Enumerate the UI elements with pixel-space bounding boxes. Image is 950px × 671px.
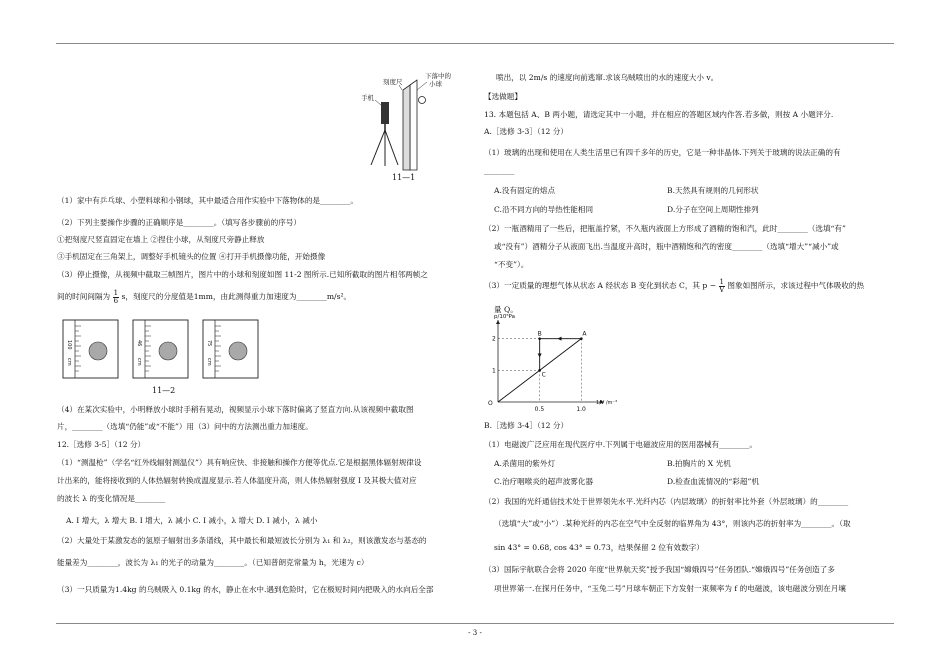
q12-part1-c: 的波长 λ 的变化情况是________ <box>57 494 166 503</box>
q13a-part2-c: “不变”）。 <box>494 260 529 269</box>
label-ruler: 刻度尺 <box>383 78 403 86</box>
q12-part1-options: A. I 增大，λ 增大 B. I 增大，λ 减小 C. I 减小，λ 增大 D. I 减小，λ 减小 <box>66 516 318 525</box>
q12-part1-a: （1）“测温枪”（学名“红外线辐射测温仪”）具有响应快、非接触和操作方便等优点.它是根据黑体辐射规律设 <box>57 458 422 467</box>
page-number: - 3 - <box>468 629 482 637</box>
point-a <box>580 337 583 340</box>
q12-part3-cont: 喷出，以 2m/s 的速度向前逃窜.求该乌贼喷出的水的速度大小 v。 <box>496 73 719 82</box>
point-b <box>538 337 541 340</box>
point-c <box>538 369 541 372</box>
frame-3-tick: 75 <box>206 340 212 347</box>
top-rule <box>56 43 894 44</box>
figure-11-2-caption: 11—2 <box>152 386 176 395</box>
q11-part2: （2）下列主要操作步骤的正确顺序是________。（填写各步骤前的序号） <box>57 218 302 227</box>
figure-11-1 <box>355 70 465 170</box>
frame-2-unit: cm <box>136 358 142 366</box>
q13b-option-d: D.检查血流情况的“彩超”机 <box>667 477 759 486</box>
frame-3-unit: cm <box>206 358 212 366</box>
label-phone: 手机 <box>361 94 374 102</box>
ball-icon <box>159 342 177 360</box>
fraction-one-sixth: $\frac{1}{6}$ <box>113 288 119 305</box>
frame-2-tick: 46 <box>136 340 142 347</box>
label-ball: 下落中的 <box>425 72 451 80</box>
q13a-part1: （1）玻璃的出现和使用在人类生活里已有四千多年的历史，它是一种非晶体.下列关于玻璃的说法正确的有 <box>484 148 841 157</box>
origin-label: O <box>488 400 493 407</box>
y-tick-1: 1 <box>492 367 496 375</box>
p-v-graph <box>486 314 618 414</box>
q13b-option-c: C.治疗咽喉炎的超声波雾化器 <box>494 477 594 486</box>
q13b-part3-b: 项世界第一.在探月任务中，“玉兔二号”月球车朝正下方发射一束频率为 f 的电磁波，该电磁波分别在月壤 <box>494 584 846 593</box>
q13b-part2-a: （2）我国的光纤通信技术处于世界领先水平.光纤内芯（内层玻璃）的折射率比外套（外层玻璃）的________ <box>484 497 849 506</box>
q13a-part3-c: 量 Q。 <box>494 305 518 314</box>
figure-11-2 <box>60 318 270 383</box>
frame-1-unit: cm <box>66 358 72 366</box>
q11-part4: （4）在某次实验中，小明释放小球时手稍有晃动，视频显示小球下落时偏离了竖直方向.从该视频中截取图 <box>57 405 414 414</box>
q13a-part3-rest: 图象如图所示，求该过程中气体吸收的热 <box>727 281 865 290</box>
q13-intro: 13. 本题包括 A、B 两小题，请选定其中一小题，并在相应的答题区域内作答.若多做，则按 A 小题评分. <box>484 110 834 119</box>
label-ball-2: 小球 <box>429 80 442 88</box>
q11-part3-cont <box>57 288 351 306</box>
frame-1 <box>63 320 118 378</box>
q12-part1-b: 计出来的，能将接收到的人体热辐射转换成温度显示.若人体温度升高，则人体热辐射强度 I 及其极大值对应 <box>57 476 417 485</box>
x-tick-05: 0.5 <box>534 406 545 413</box>
label-point-b: B <box>537 330 542 338</box>
y-axis-label: p/10⁵Pa <box>494 314 515 320</box>
q11-part4-cont: 片，________（选填“仍能”或“不能”）用（3）问中的方法测出重力加速度。 <box>57 422 313 431</box>
fraction-one-over-v: $\frac{1}{V}$ <box>719 277 725 294</box>
q13b-part3-a: （3）国际宇航联合会将 2020 年度“世界航天奖”授予我国“嫦娥四号”任务团队.“嫦娥四号”任务创造了多 <box>484 565 835 574</box>
label-point-a: A <box>582 330 587 338</box>
q13b-title: B.［选修 3-4］（12 分） <box>484 421 569 430</box>
x-tick-10: 1.0 <box>576 406 586 413</box>
interval-label: 间的时间间隔为 <box>57 292 111 301</box>
ball-icon <box>229 342 247 360</box>
interval-rest: ，刻度尺的分度值是1mm，由此测得重力加速度为________m/s²。 <box>125 292 352 301</box>
q11-part3: （3）停止摄像，从视频中截取三帧图片，图片中的小球和刻度如图 11-2 图所示.已知所截取的图片相邻两帧之 <box>57 270 428 279</box>
q13a-option-c: C.沿不同方向的导热性能相同 <box>494 205 594 214</box>
q13a-option-b: B.天然具有规则的几何形状 <box>667 186 759 195</box>
q13a-title: A.［选修 3-3］（12 分） <box>484 127 568 136</box>
q13a-part2-a: （2）一瓶酒精用了一些后，把瓶盖拧紧，不久瓶内液面上方形成了酒精的饱和汽，此时________（选填“有” <box>484 224 846 233</box>
figure-11-1-caption: 11—1 <box>392 173 416 182</box>
q13b-part2-c: sin 43° = 0.68, cos 43° = 0.73，结果保留 2 位有效数字） <box>494 543 704 552</box>
q12-part2-a: （2）大量处于某激发态的氢原子辐射出多条谱线，其中最长和最短波长分别为 λ₁ 和 λ₂，则该激发态与基态的 <box>57 536 427 545</box>
phone-tripod-icon <box>371 102 398 166</box>
q13b-part2-b: （选填“大”或“小”）.某种光纤的内芯在空气中全反射的临界角为 43°，则该内芯的折射率为________。（取 <box>494 519 851 528</box>
q12-part3: （3）一只质量为1.4kg 的乌贼吸入 0.1kg 的水，静止在水中.遇到危险时，它在极短时间内把吸入的水向后全部 <box>57 585 434 594</box>
unit-s: s <box>121 292 126 301</box>
q13b-option-b: B.拍胸片的 X 光机 <box>667 459 731 468</box>
q13a-part3-lead: （3）一定质量的理想气体从状态 A 经状态 B 变化到状态 C，其 p − <box>484 281 717 290</box>
q12-part2-b: 能量差为________，波长为 λ₁ 的光子的动量为________。（已知普朗克常量为 h，光速为 c） <box>57 558 369 567</box>
y-axis-arrow <box>496 320 500 324</box>
q13b-part1: （1）电磁波广泛应用在现代医疗中.下列属于电磁波应用的医用器械有________。 <box>484 440 758 449</box>
q11-step-3-4: ③手机固定在三角架上，调整好手机镜头的位置 ④打开手机摄像功能，开始摄像 <box>57 252 326 261</box>
frame-3 <box>203 320 258 378</box>
q13a-option-d: D.分子在空间上周期性排列 <box>667 205 759 214</box>
ball-icon <box>89 342 107 360</box>
q12-title: 12.［选修 3-5］（12 分） <box>57 440 146 449</box>
q11-part1: （1）家中有乒乓球、小塑料球和小钢球，其中最适合用作实验中下落物体的是________。 <box>57 196 358 205</box>
section-elective: 【选做题】 <box>484 92 522 101</box>
y-tick-2: 2 <box>492 335 496 343</box>
x-axis-label: 1/V /m⁻³ <box>596 400 618 406</box>
q13a-option-a: A.没有固定的熔点 <box>494 186 556 195</box>
q13a-part3 <box>484 277 864 295</box>
q11-step-1-2: ①把刻度尺竖直固定在墙上 ②捏住小球，从刻度尺旁静止释放 <box>57 235 265 244</box>
frame-2 <box>133 320 188 378</box>
arrow-a-to-b <box>558 337 562 341</box>
arrow-b-to-c <box>538 354 542 358</box>
q13b-option-a: A.杀菌用的紫外灯 <box>494 459 556 468</box>
falling-ball-icon <box>419 97 426 104</box>
bottom-rule <box>56 623 894 624</box>
q13a-part1-blank: ________ <box>484 166 515 175</box>
frame-1-tick: 100 <box>66 340 72 350</box>
ruler-illustration <box>403 80 417 170</box>
q13a-part2-b: 或“没有”）酒精分子从液面飞出.当温度升高时，瓶中酒精饱和汽的密度________（选填“增大”“减小”或 <box>494 242 839 251</box>
label-point-c: C <box>541 371 546 379</box>
